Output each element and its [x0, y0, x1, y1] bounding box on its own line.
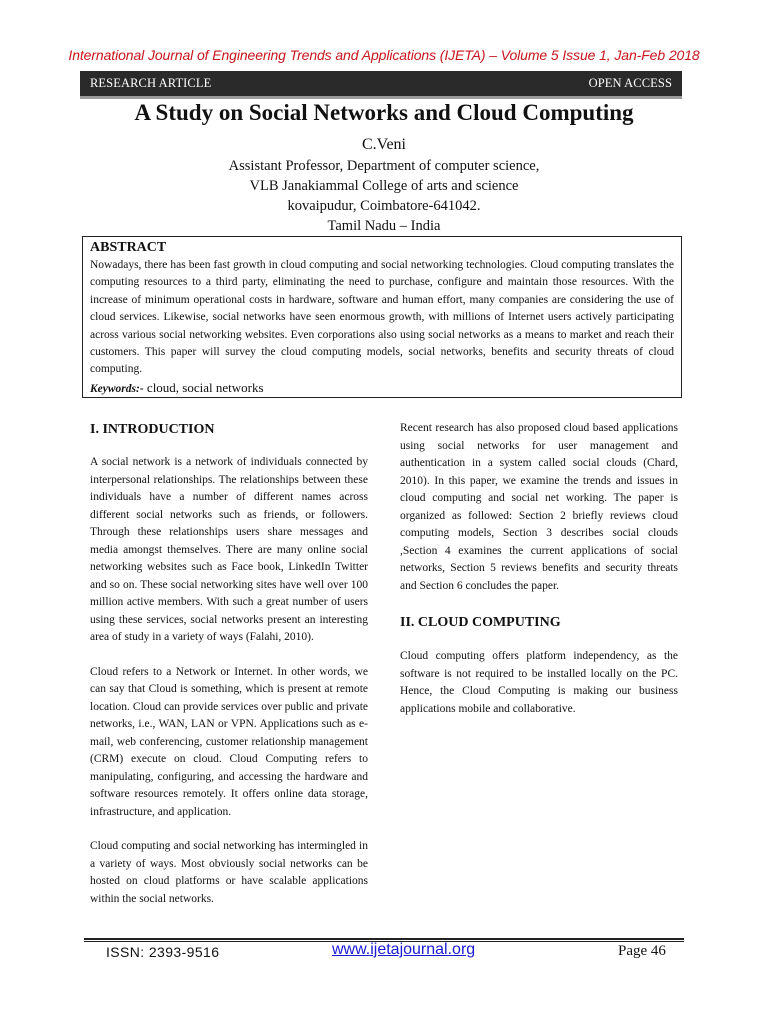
page-number: Page 46	[618, 943, 666, 959]
keywords-label: Keywords:-	[90, 382, 144, 395]
author-block	[0, 134, 768, 236]
body-paragraph: Cloud computing and social networking has intermingled in a variety of ways. Most obviously social networks can be hosted on cloud platforms or have scalable applications within the social networks.	[90, 840, 368, 905]
footer-issn: ISSN: 2393-9516	[106, 944, 220, 960]
affiliation-line: Tamil Nadu – India	[327, 218, 441, 234]
left-column	[90, 420, 368, 908]
body-paragraph: Cloud refers to a Network or Internet. In other words, we can say that Cloud is something, which is present at remote location. Cloud can provide services over public and private networks, i.e., WAN, LAN or VPN. Applications such as e-mail, web conferencing, customer relationship management (CRM) execute on cloud. Cloud Computing refers to manipulating, configuring, and accessing the hardware and software resources remotely. It offers online data storage, infrastructure, and application.	[90, 665, 368, 818]
body-paragraph: Cloud computing offers platform independency, as the software is not required to be installed locally on the PC. Hence, the Cloud Computing is making our business applications mobile and collaborative.	[400, 650, 678, 715]
journal-website-link[interactable]: www.ijetajournal.org	[332, 941, 476, 958]
keywords-line	[90, 379, 674, 398]
body-paragraph: A social network is a network of individuals connected by interpersonal relationships. The relationships between these individuals have a number of different names across different social networks such as friends, or followers. Through these relationships users share messages and media amongst themselves. There are many online social networking websites such as Face book, LinkedIn Twitter and so on. These social networking sites have well over 100 million active members. With such a great number of users using these services, social networks present an interesting area of study in a variety of ways (Falahi, 2010).	[90, 456, 368, 643]
affiliation-line: Assistant Professor, Department of computer science,	[228, 158, 540, 174]
journal-header: International Journal of Engineering Trends and Applications (IJETA) – Volume 5 Issue 1, Jan-Feb 2018	[68, 47, 700, 63]
research-article-label: RESEARCH ARTICLE	[90, 76, 212, 90]
section-heading-cloud-computing: II. CLOUD COMPUTING	[400, 615, 561, 630]
affiliation-line: VLB Janakiammal College of arts and science	[249, 178, 519, 194]
section-heading-introduction: I. INTRODUCTION	[90, 422, 215, 437]
paper-title: A Study on Social Networks and Cloud Computing	[134, 100, 634, 125]
abstract-text: Nowadays, there has been fast growth in cloud computing and social networking technologies. Cloud computing translates the computing resources to a third party, eliminating the need to purchase, configure and maintain those resources. With the increase of minimum operational costs in hardware, software and human effort, many companies are considering the use of cloud services. Likewise, social networks have seen enormous growth, with millions of Internet users actively participating across various social networking websites. Even corporations also using social networks as a means to market and reach their customers. This paper will survey the cloud computing models, social networks, benefits and security threats of cloud computing.	[90, 259, 674, 376]
body-paragraph: Recent research has also proposed cloud based applications using social networks for user management and authentication in a system called social clouds (Chard, 2010). In this paper, we examine the trends and issues in cloud computing and social net working. The paper is organized as followed: Section 2 briefly reviews cloud computing models, Section 3 describes social clouds ,Section 4 examines the current applications of social networks, Section 5 reviews benefits and security threats and Section 6 concludes the paper.	[400, 422, 678, 592]
abstract-box	[82, 236, 682, 398]
author-name: C.Veni	[362, 136, 406, 153]
abstract-heading: ABSTRACT	[90, 240, 167, 255]
affiliation-line: kovaipudur, Coimbatore-641042.	[287, 198, 481, 214]
article-type-band	[80, 71, 682, 99]
right-column	[400, 420, 678, 718]
open-access-label: OPEN ACCESS	[588, 76, 672, 90]
keywords-text: cloud, social networks	[143, 379, 264, 395]
